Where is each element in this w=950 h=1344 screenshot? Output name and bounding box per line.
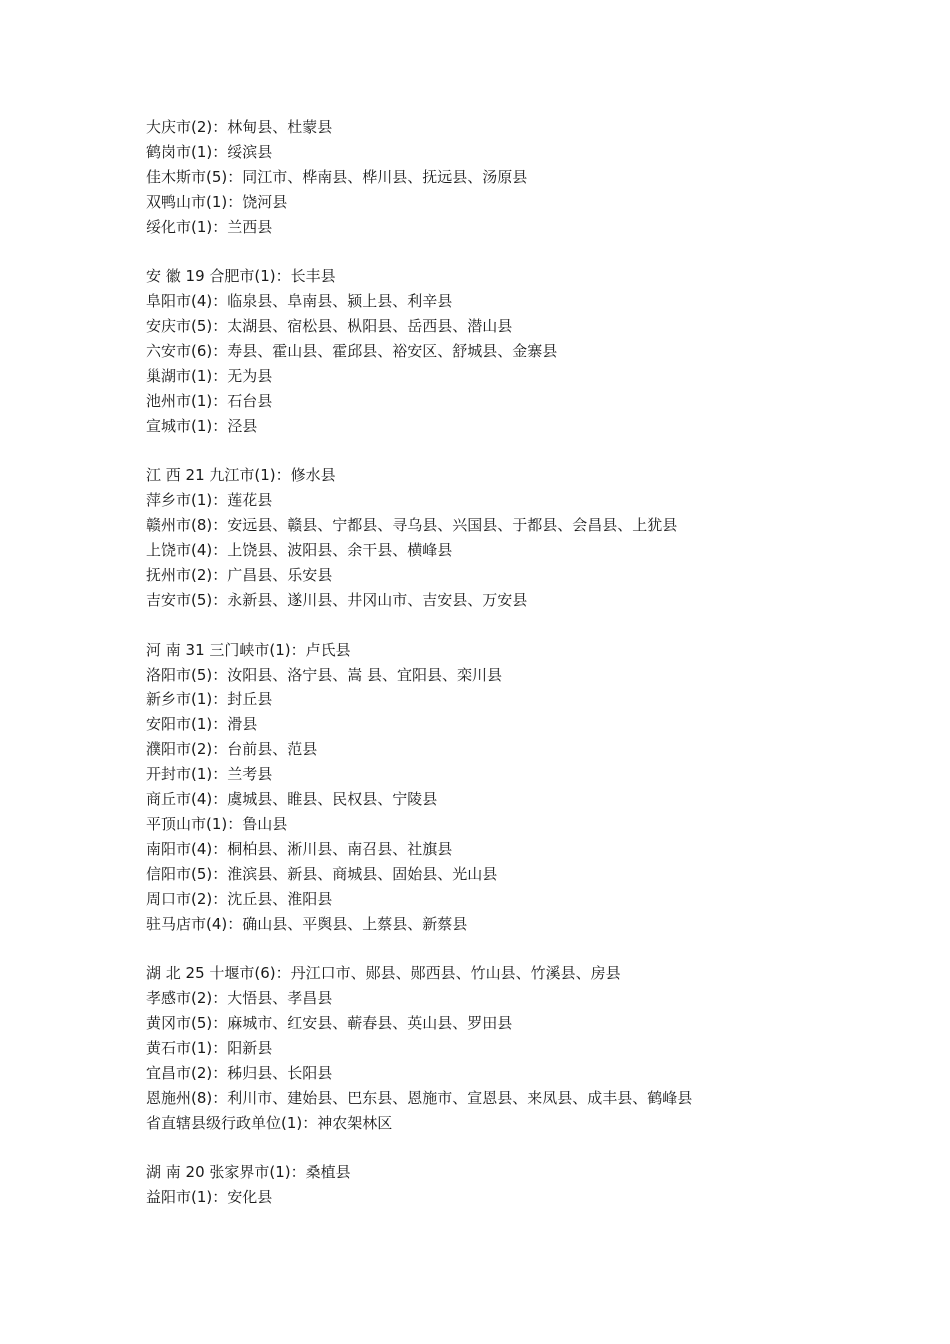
text-line: 巢湖市(1)：无为县 bbox=[146, 366, 273, 385]
text-line: 新乡市(1)：封丘县 bbox=[146, 690, 273, 709]
text-line: 恩施州(8)：利川市、建始县、巴东县、恩施市、宣恩县、来凤县、成丰县、鹤峰县 bbox=[146, 1088, 693, 1107]
text-line: 抚州市(2)：广昌县、乐安县 bbox=[146, 566, 333, 585]
text-line: 宜昌市(2)：秭归县、长阳县 bbox=[146, 1063, 333, 1082]
text-line: 省直辖县级行政单位(1)：神农架林区 bbox=[146, 1113, 393, 1132]
text-line: 驻马店市(4)：确山县、平舆县、上蔡县、新蔡县 bbox=[146, 914, 468, 933]
text-line: 大庆市(2)：林甸县、杜蒙县 bbox=[146, 118, 333, 136]
text-line: 绥化市(1)：兰西县 bbox=[146, 217, 273, 236]
text-line: 孝感市(2)：大悟县、孝昌县 bbox=[146, 989, 333, 1008]
text-line: 赣州市(8)：安远县、赣县、宁都县、寻乌县、兴国县、于都县、会昌县、上犹县 bbox=[146, 516, 678, 535]
text-line: 鹤岗市(1)：绥滨县 bbox=[146, 142, 273, 161]
text-line: 周口市(2)：沈丘县、淮阳县 bbox=[146, 889, 333, 908]
text-line: 黄石市(1)：阳新县 bbox=[146, 1038, 273, 1057]
text-line: 洛阳市(5)：汝阳县、洛宁县、嵩 县、宜阳县、栾川县 bbox=[146, 665, 503, 684]
text-line: 商丘市(4)：虞城县、睢县、民权县、宁陵县 bbox=[146, 790, 438, 809]
text-line: 南阳市(4)：桐柏县、淅川县、南召县、社旗县 bbox=[146, 839, 453, 858]
text-line: 阜阳市(4)：临泉县、阜南县、颍上县、利辛县 bbox=[146, 292, 453, 311]
text-line: 宣城市(1)：泾县 bbox=[146, 416, 258, 435]
text-line: 安庆市(5)：太湖县、宿松县、枞阳县、岳西县、潜山县 bbox=[146, 317, 513, 336]
text-line: 佳木斯市(5)：同江市、桦南县、桦川县、抚远县、汤原县 bbox=[146, 167, 528, 186]
province-heading-line: 安 徽 19 合肥市(1)：长丰县 bbox=[146, 267, 336, 286]
text-line: 信阳市(5)：淮滨县、新县、商城县、固始县、光山县 bbox=[146, 864, 498, 883]
text-line: 吉安市(5)：永新县、遂川县、井冈山市、吉安县、万安县 bbox=[146, 590, 528, 609]
text-line: 黄冈市(5)：麻城市、红安县、蕲春县、英山县、罗田县 bbox=[146, 1014, 513, 1033]
text-line: 濮阳市(2)：台前县、范县 bbox=[146, 740, 318, 759]
blank-line bbox=[146, 439, 846, 464]
province-heading-line: 湖 南 20 张家界市(1)：桑植县 bbox=[146, 1163, 351, 1182]
blank-line bbox=[146, 613, 846, 638]
province-heading-line: 江 西 21 九江市(1)：修水县 bbox=[146, 466, 336, 485]
text-line: 六安市(6)：寿县、霍山县、霍邱县、裕安区、舒城县、金寨县 bbox=[146, 342, 558, 361]
document-page bbox=[146, 115, 846, 1210]
text-line: 益阳市(1)：安化县 bbox=[146, 1188, 273, 1207]
blank-line bbox=[146, 239, 846, 264]
text-line: 萍乡市(1)：莲花县 bbox=[146, 491, 273, 510]
text-line: 安阳市(1)：滑县 bbox=[146, 715, 258, 734]
blank-line bbox=[146, 1136, 846, 1161]
province-heading-line: 河 南 31 三门峡市(1)：卢氏县 bbox=[146, 640, 351, 659]
text-line: 池州市(1)：石台县 bbox=[146, 391, 273, 410]
text-line: 上饶市(4)：上饶县、波阳县、余干县、横峰县 bbox=[146, 541, 453, 560]
text-line: 开封市(1)：兰考县 bbox=[146, 765, 273, 784]
province-heading-line: 湖 北 25 十堰市(6)：丹江口市、郧县、郧西县、竹山县、竹溪县、房县 bbox=[146, 964, 621, 983]
blank-line bbox=[146, 936, 846, 961]
text-line: 双鸭山市(1)：饶河县 bbox=[146, 192, 288, 211]
text-line: 平顶山市(1)：鲁山县 bbox=[146, 814, 288, 833]
